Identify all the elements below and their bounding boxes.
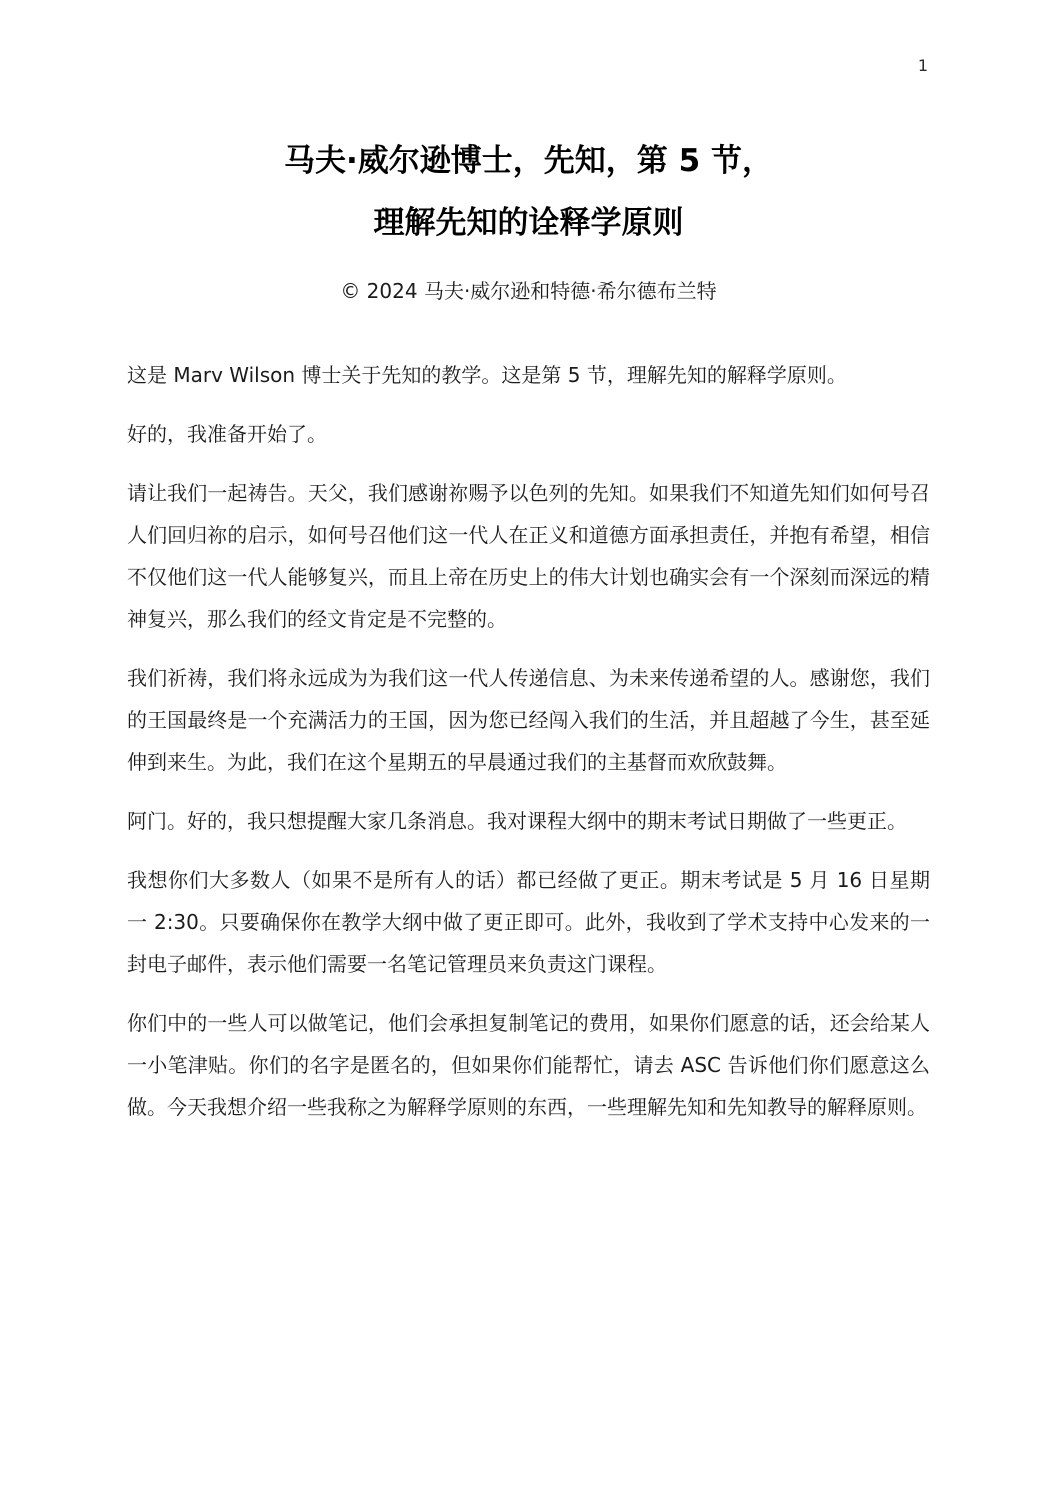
document-title-line-2: 理解先知的诠释学原则 <box>373 205 684 241</box>
copyright-line: © 2024 马夫·威尔逊和特德·希尔德布兰特 <box>340 278 717 303</box>
paragraph-7: 你们中的一些人可以做笔记，他们会承担复制笔记的费用，如果你们愿意的话，还会给某人一小笔津贴。你们的名字是匿名的，但如果你们能帮忙，请去 ASC 告诉他们你们愿意这么做。今天我想介绍一些我称之为解释学原则的东西，一些理解先知和先知教导的解释原则。 <box>127 1010 930 1119</box>
document-body <box>127 354 930 1128</box>
paragraph-3: 请让我们一起祷告。天父，我们感谢祢赐予以色列的先知。如果我们不知道先知们如何号召人们回归祢的启示，如何号召他们这一代人在正义和道德方面承担责任，并抱有希望，相信不仅他们这一代人能够复兴，而且上帝在历史上的伟大计划也确实会有一个深刻而深远的精神复兴，那么我们的经文肯定是不完整的。 <box>127 480 930 631</box>
paragraph-6: 我想你们大多数人（如果不是所有人的话）都已经做了更正。期末考试是 5 月 16 日星期一 2:30。只要确保你在教学大纲中做了更正即可。此外，我收到了学术支持中心发来的一封电子邮件，表示他们需要一名笔记管理员来负责这门课程。 <box>127 867 930 976</box>
document-title <box>127 130 930 254</box>
paragraph-4: 我们祈祷，我们将永远成为为我们这一代人传递信息、为未来传递希望的人。感谢您，我们的王国最终是一个充满活力的王国，因为您已经闯入我们的生活，并且超越了今生，甚至延伸到来生。为此，我们在这个星期五的早晨通过我们的主基督而欢欣鼓舞。 <box>127 665 930 774</box>
paragraph-5: 阿门。好的，我只想提醒大家几条消息。我对课程大纲中的期末考试日期做了一些更正。 <box>127 808 907 833</box>
paragraph-2: 好的，我准备开始了。 <box>127 421 327 446</box>
paragraph-1: 这是 Marv Wilson 博士关于先知的教学。这是第 5 节，理解先知的解释学原则。 <box>127 362 847 387</box>
document-title-line-1: 马夫·威尔逊博士，先知，第 5 节， <box>284 143 773 179</box>
page-number: 1 <box>917 56 928 75</box>
